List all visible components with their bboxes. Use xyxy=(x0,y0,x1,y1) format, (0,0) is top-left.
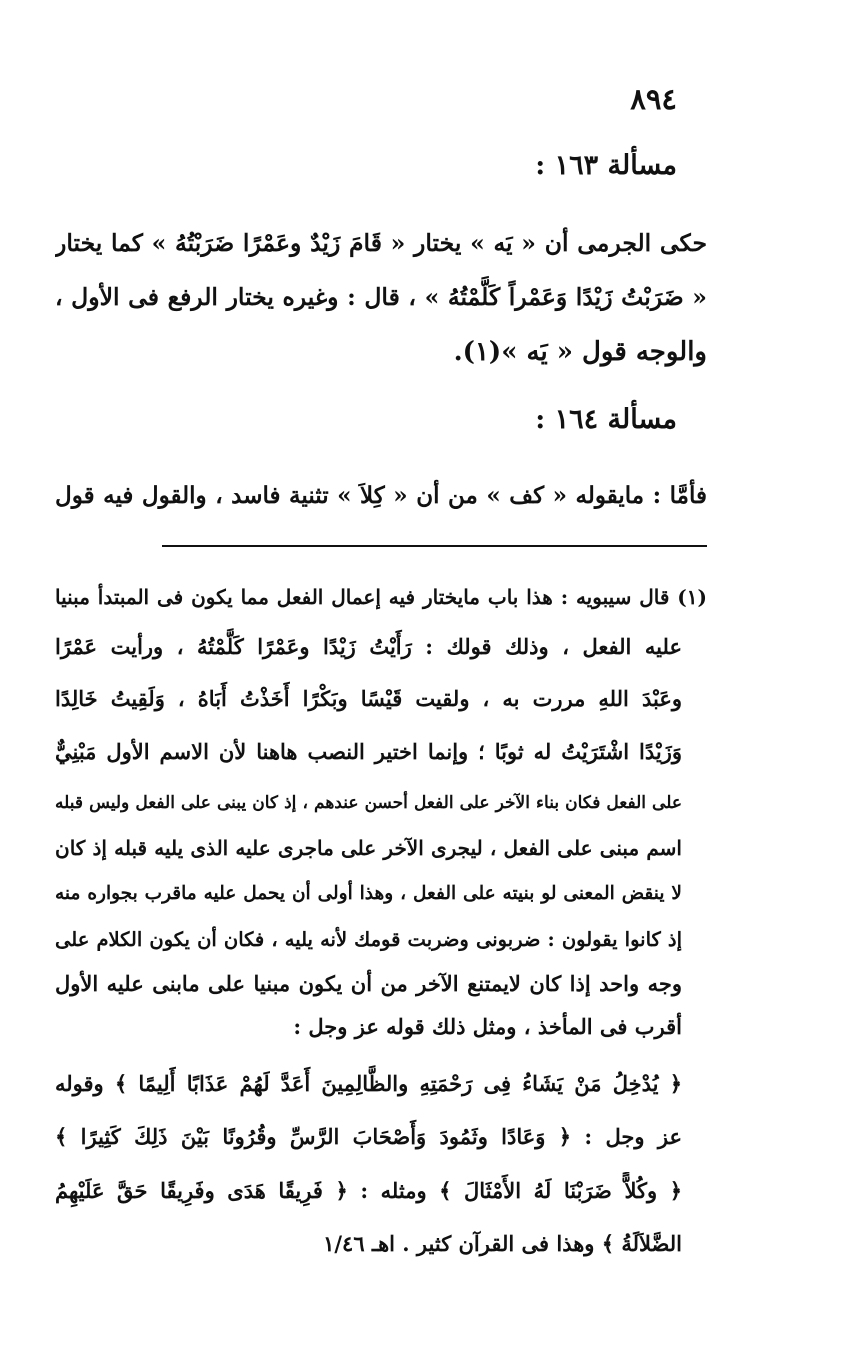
footnote-line: أقرب فى المأخذ ، ومثل ذلك قوله عز وجل : xyxy=(293,1014,682,1039)
section-heading-164: مسألة ١٦٤ : xyxy=(535,404,677,435)
section-163-line: حكى الجرمى أن « يَه » يختار « قَامَ زَيْدٌ وعَمْرًا ضَرَبْتُهُ » كما يختار xyxy=(55,229,707,257)
footnote-line: لا ينقض المعنى لو بنيته على الفعل ، وهذا أولى أن يحمل عليه ماقرب بجواره منه xyxy=(55,883,682,904)
footnote-line: الضَّلاَلَةُ ﴾ وهذا فى القرآن كثير . اهـ ١/٤٦ xyxy=(323,1231,682,1256)
footnote-line: وعَبْدَ اللهِ مررت به ، ولقيت قَيْسًا وبَكْرًا أَخَذْتُ أَبَاهُ ، وَلَقِيتُ خَالِدًا xyxy=(55,686,682,711)
footnote-line: (١) قال سيبويه : هذا باب مايختار فيه إعمال الفعل مما يكون فى المبتدأ مبنيا xyxy=(55,585,707,609)
section-heading-163: مسألة ١٦٣ : xyxy=(535,150,677,181)
section-163-line: والوجه قول « يَه »(١). xyxy=(453,337,707,367)
footnote-divider xyxy=(162,545,707,547)
footnote-line: عز وجل : ﴿ وَعَادًا وثَمُودَ وَأَصْحَابَ الرَّسِّ وقُرُونًا بَيْنَ ذَلِكَ كَثِيرًا ﴾ xyxy=(55,1124,682,1149)
footnote-line: وجه واحد إذا كان لايمتنع الآخر من أن يكون مبنيا على مابنى عليه الأول xyxy=(55,971,682,996)
footnote-line: اسم مبنى على الفعل ، ليجرى الآخر على ماجرى عليه الذى يليه قبله إذ كان xyxy=(55,836,682,860)
section-163-line: « ضَرَبْتُ زَيْدًا وَعَمْراً كَلَّمْتُهُ » ، قال : وغيره يختار الرفع فى الأول ، xyxy=(55,283,707,311)
section-164-line: فأمَّا : مايقوله « كف » من أن « كِلاَ » تثنية فاسد ، والقول فيه قول xyxy=(55,482,707,509)
footnote-line: ﴿ وكُلاًّ ضَرَبْنَا لَهُ الأَمْثَالَ ﴾ ومثله : ﴿ فَرِيقًا هَدَى وفَرِيقًا حَقَّ عَلَيْهِمُ xyxy=(55,1178,682,1203)
footnote-line: عليه الفعل ، وذلك قولك : رَأَيْتُ زَيْدًا وعَمْرًا كَلَّمْتُهُ ، ورأيت عَمْرًا xyxy=(55,634,682,659)
footnote-line: على الفعل فكان بناء الآخر على الفعل أحسن عندهم ، إذ كان يبنى على الفعل وليس قبله xyxy=(55,793,682,813)
footnote-line: وَزَيْدًا اشْتَرَيْتُ له ثوبًا ؛ وإنما اختير النصب هاهنا لأن الاسم الأول مَبْنِيٌّ xyxy=(55,739,682,764)
footnote-line: إذ كانوا يقولون : ضربونى وضربت قومك لأنه يليه ، فكان أن يكون الكلام على xyxy=(55,928,682,951)
page-number: ٨٩٤ xyxy=(630,82,677,116)
footnote-line: ﴿ يُدْخِلُ مَنْ يَشَاءُ فِى رَحْمَتِهِ والظَّالِمِينَ أَعَدَّ لَهُمْ عَذَابًا أَلِيمًا ﴾ وقوله xyxy=(55,1071,682,1096)
